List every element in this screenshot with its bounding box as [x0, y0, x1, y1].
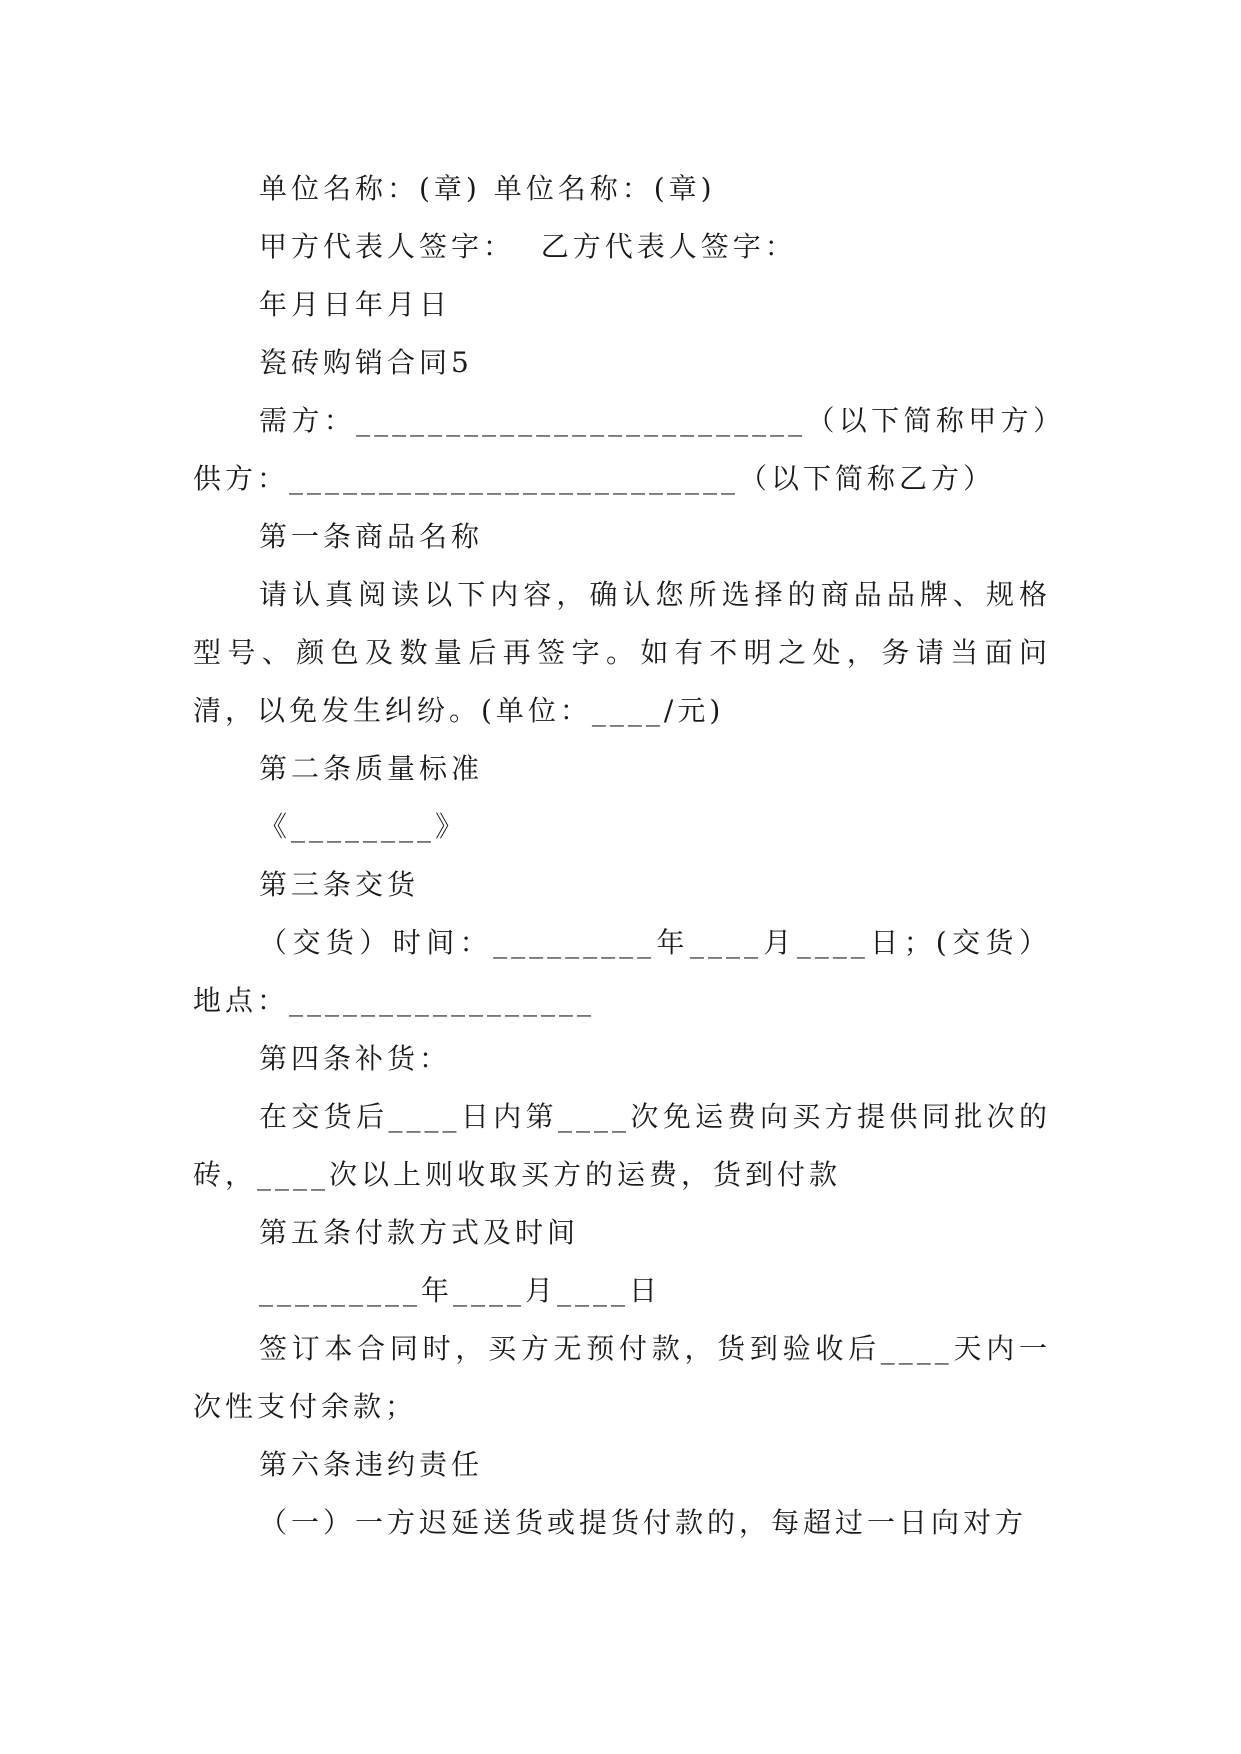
article-6-heading: 第六条违约责任 — [259, 1448, 484, 1481]
article-5-date: _________年____月____日 — [259, 1274, 662, 1307]
article-1-heading: 第一条商品名称 — [259, 520, 484, 553]
article-3-text: （交货）时间：_________年____月____日；(交货）地点：_________________ — [193, 926, 1051, 1017]
contract-title: 瓷砖购销合同5 — [259, 346, 473, 379]
article-2-text: 《________》 — [259, 810, 468, 843]
article-2-heading: 第二条质量标准 — [259, 752, 484, 785]
article-6-text: （一）一方迟延送货或提货付款的，每超过一日向对方 — [259, 1506, 1028, 1539]
article-3-heading: 第三条交货 — [259, 868, 420, 901]
signature-representative-line: 甲方代表人签字： 乙方代表人签字： — [259, 230, 797, 263]
article-5-heading: 第五条付款方式及时间 — [259, 1216, 580, 1249]
article-4-text: 在交货后____日内第____次免运费向买方提供同批次的砖，____次以上则收取买方的运费，货到付款 — [193, 1100, 1051, 1191]
article-5-text: 签订本合同时，买方无预付款，货到验收后____天内一次性支付余款； — [193, 1332, 1051, 1423]
signature-unit-line: 单位名称：(章) 单位名称：(章) — [259, 172, 716, 205]
article-4-heading: 第四条补货： — [259, 1042, 452, 1075]
article-1-text: 请认真阅读以下内容，确认您所选择的商品品牌、规格型号、颜色及数量后再签字。如有不明之处，务请当面问清，以免发生纠纷。(单位：____/元) — [193, 578, 1051, 727]
document-body — [193, 160, 1051, 1552]
signature-date-line: 年月日年月日 — [259, 288, 452, 321]
parties-paragraph: 需方：_________________________（以下简称甲方）供方：_________________________（以下简称乙方） — [193, 404, 1051, 495]
